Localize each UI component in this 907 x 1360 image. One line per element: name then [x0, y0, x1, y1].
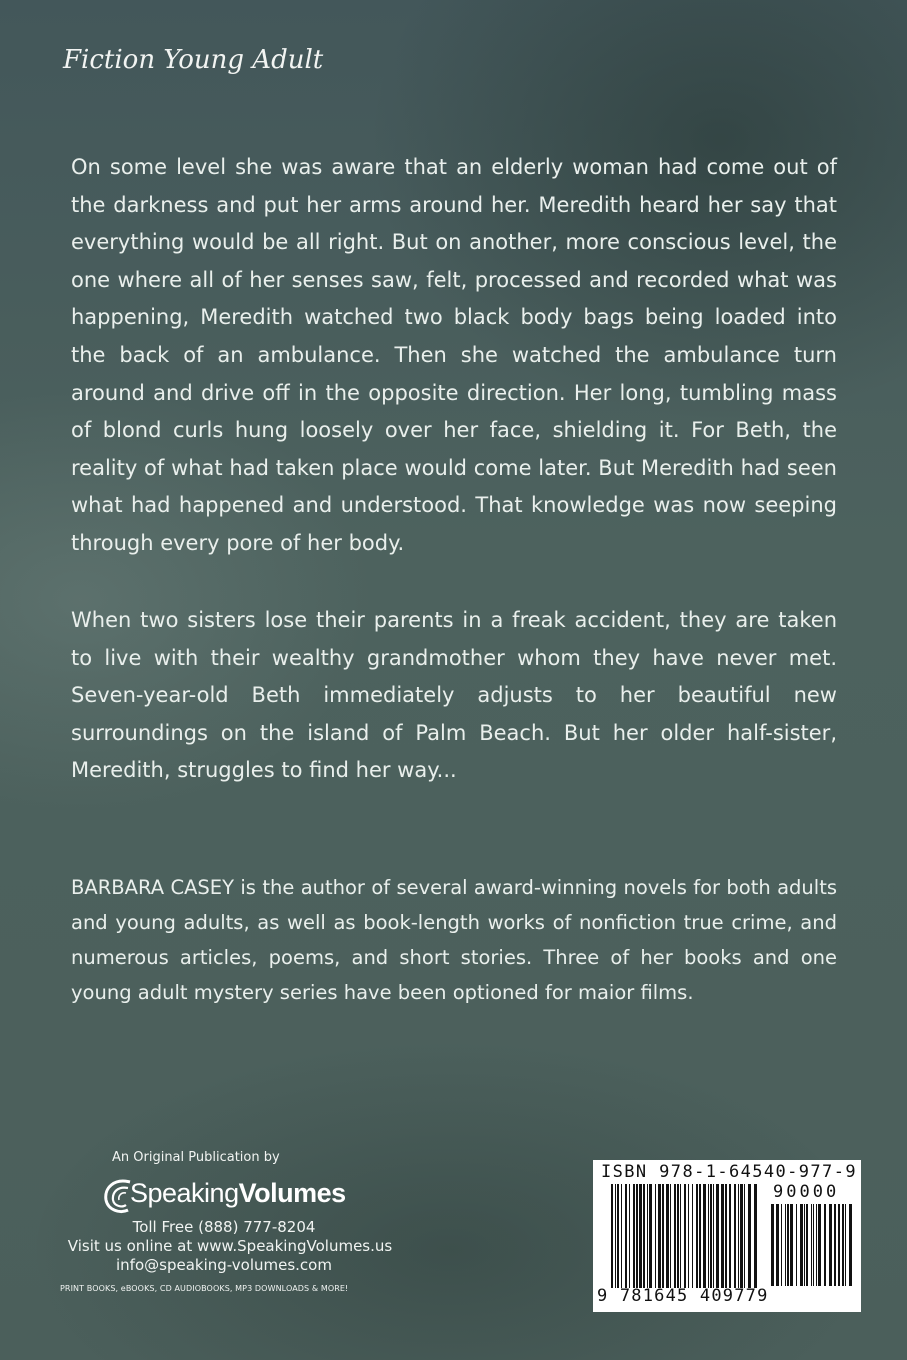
blurb-summary: When two sisters lose their parents in a freak accident, they are taken to live with their wealthy grandmother whom they have never met. Seven-year-old Beth immediately adjusts to her beautiful new surroundings on the island of Palm Beach. But her older half-sister, Meredith, struggles to find her way... — [71, 608, 837, 783]
publisher-email[interactable]: info@speaking-volumes.com — [116, 1256, 332, 1274]
author-bio: BARBARA CASEY is the author of several award-winning novels for both adults and young adults, as well as book-length works of nonfiction true crime, and numerous articles, poems, and short stories. Three of her books and one young adult mystery series have been optioned for maior films. — [71, 876, 837, 1004]
barcode-bars — [611, 1184, 763, 1288]
toll-free-number: Toll Free (888) 777-8204 — [132, 1218, 316, 1236]
publisher-website[interactable]: Visit us online at www.SpeakingVolumes.us — [67, 1237, 393, 1255]
publisher-tagline: PRINT BOOKS, eBOOKS, CD AUDIOBOOKS, MP3 DOWNLOADS & MORE! — [60, 1284, 349, 1293]
logo-text-bold: Volumes — [238, 1178, 346, 1208]
publisher-intro: An Original Publication by — [112, 1150, 280, 1165]
publisher-logo — [100, 1174, 400, 1218]
blurb-excerpt: On some level she was aware that an elderly woman had come out of the darkness and put her arms around her. Meredith heard her say that everything would be all right. But on another, more conscious level, the one where all of her senses saw, felt, processed and recorded what was happening, Meredith watched two black body bags being loaded into the back of an ambulance. Then she watched the ambulance turn around and drive off in the opposite direction. Her long, tumbling mass of blond curls hung loosely over her face, shielding it. For Beth, the reality of what had taken place would come later. But Meredith had seen what had happened and understood. That knowledge was now seeping through every pore of her body. — [71, 155, 837, 555]
ean-number: 9 781645 409779 — [597, 1286, 769, 1306]
logo-text-light: Speaking — [130, 1178, 239, 1208]
isbn-barcode — [593, 1160, 861, 1312]
genre-label: Fiction Young Adult — [63, 45, 324, 75]
price-code: 90000 — [773, 1182, 840, 1202]
barcode-addon-bars — [771, 1204, 853, 1286]
isbn-text: ISBN 978-1-64540-977-9 — [601, 1162, 857, 1182]
publisher-logo-text — [130, 1178, 346, 1209]
